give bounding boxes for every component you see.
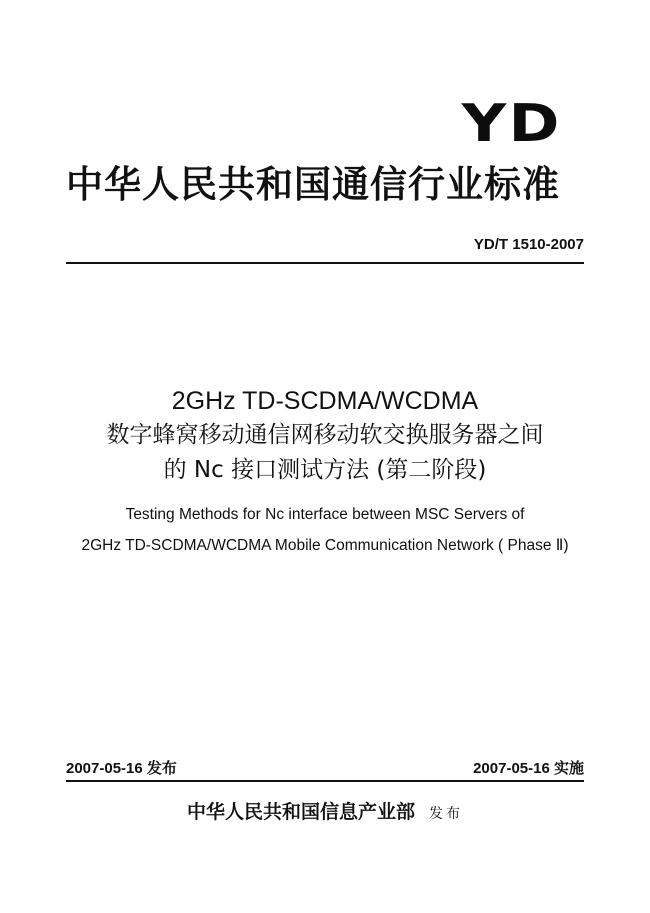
title-line-zh-2: 的 Nc 接口测试方法 (第二阶段) bbox=[163, 457, 487, 483]
issuer-line bbox=[0, 803, 650, 822]
issue-date: 2007-05-16 发布 bbox=[66, 760, 177, 777]
standard-number: YD/T 1510-2007 bbox=[473, 236, 584, 253]
issuer-suffix: 发布 bbox=[429, 806, 463, 822]
top-divider bbox=[66, 262, 584, 264]
title-line-en: 2GHz TD-SCDMA/WCDMA bbox=[171, 387, 479, 415]
subtitle-line-2: 2GHz TD-SCDMA/WCDMA Mobile Communication Network ( Phase Ⅱ) bbox=[81, 537, 569, 554]
issuer-name: 中华人民共和国信息产业部 bbox=[186, 801, 415, 823]
standard-type-heading: 中华人民共和国通信行业标准 bbox=[66, 163, 560, 206]
bottom-divider bbox=[66, 780, 584, 782]
title-line-zh-1: 数字蜂窝移动通信网移动软交换服务器之间 bbox=[106, 422, 544, 448]
yd-logo: YD bbox=[461, 94, 562, 154]
implementation-date: 2007-05-16 实施 bbox=[473, 760, 584, 777]
subtitle-line-1: Testing Methods for Nc interface between MSC Servers of bbox=[125, 506, 525, 523]
